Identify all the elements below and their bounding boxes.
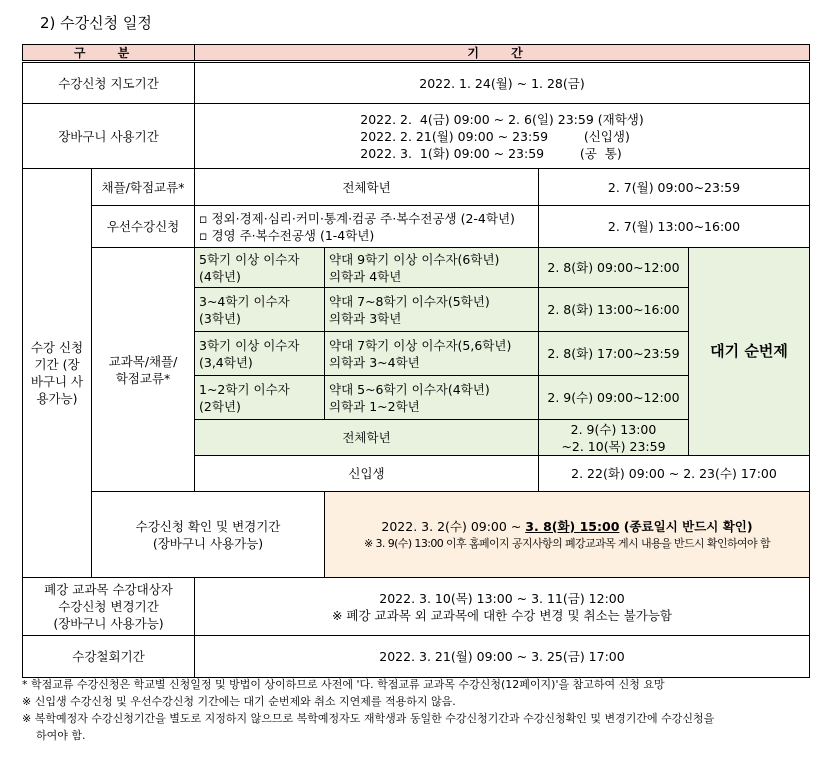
group3-a	[195, 332, 325, 376]
group2-a1: 3~4학기 이수자	[199, 293, 290, 309]
priority-target-line-1: ▫ 정외·경제·심리·커미·통계·컴공 주·복수전공생 (2-4학년)	[199, 210, 515, 226]
guidance-period: 2022. 1. 24(월) ~ 1. 28(금)	[195, 62, 810, 104]
selective-label: 채플/학점교류*	[92, 169, 195, 206]
cart-line-3: 2022. 3. 1(화) 09:00 ~ 23:59 (공 통)	[360, 145, 622, 161]
closed-label-2: 수강신청 변경기간	[58, 599, 159, 614]
priority-label: 우선수강신청	[92, 206, 195, 248]
group3-period: 2. 8(화) 17:00~23:59	[539, 332, 689, 376]
confirm-period-note: (종료일시 반드시 확인)	[619, 518, 753, 534]
group2-a2: (3학년)	[199, 310, 241, 326]
priority-target-line-2: ▫ 경영 주·복수전공생 (1-4학년)	[199, 227, 375, 243]
closed-course-period	[195, 578, 810, 636]
footnotes	[22, 676, 822, 744]
registration-label	[23, 169, 92, 578]
group4-period: 2. 9(수) 09:00~12:00	[539, 376, 689, 420]
schedule-table	[22, 44, 810, 678]
all-grades-period-2: ~2. 10(목) 23:59	[561, 438, 666, 454]
confirm-label-2: (장바구니 사용가능)	[152, 535, 264, 551]
group3-a2: (3,4학년)	[199, 354, 253, 370]
closed-period: 2022. 3. 10(목) 13:00 ~ 3. 11(금) 12:00	[379, 590, 625, 606]
footnote-1: * 학점교류 수강신청은 학교별 신청일정 및 방법이 상이하므로 사전에 '다. 학점교류 교과목 수강신청(12페이지)'을 참고하여 신청 요망	[22, 678, 665, 691]
group4-b2: 의학과 1~2학년	[329, 398, 420, 414]
footnote-3-cont: 하여야 함.	[36, 729, 86, 742]
registration-label-text: 수강 신청 기간 (장바구니 사용가능)	[30, 340, 84, 406]
group1-b	[325, 248, 539, 288]
confirm-label-1: 수강신청 확인 및 변경기간	[135, 518, 281, 534]
cart-label: 장바구니 사용기간	[23, 104, 195, 169]
group3-b1: 약대 7학기 이상 이수자(5,6학년)	[329, 337, 512, 353]
footnote-2: ※ 신입생 수강신청 및 우선수강신청 기간에는 대기 순번제와 취소 지연제를 적용하지 않음.	[22, 695, 456, 708]
group4-a2: (2학년)	[199, 398, 241, 414]
withdraw-label: 수강철회기간	[23, 636, 195, 678]
cart-line-1: 2022. 2. 4(금) 09:00 ~ 2. 6(일) 23:59 (재학생)	[360, 111, 644, 127]
group4-b1: 약대 5~6학기 이수자(4학년)	[329, 381, 490, 397]
confirm-period	[325, 492, 810, 578]
confirm-note: ※ 3. 9(수) 13:00 이후 홈페이지 공지사항의 폐강교과목 게시 내용을 반드시 확인하여야 함	[364, 536, 770, 550]
group3-a1: 3학기 이상 이수자	[199, 337, 300, 353]
confirm-label	[92, 492, 325, 578]
freshman-period: 2. 22(화) 09:00 ~ 2. 23(수) 17:00	[539, 456, 810, 492]
cart-line-2: 2022. 2. 21(월) 09:00 ~ 23:59 (신입생)	[360, 128, 630, 144]
group3-b	[325, 332, 539, 376]
all-grades-target: 전체학년	[195, 420, 539, 456]
priority-target	[195, 206, 539, 248]
group2-period: 2. 8(화) 13:00~16:00	[539, 288, 689, 332]
closed-label-3: (장바구니 사용가능)	[53, 616, 164, 631]
group2-b1: 약대 7~8학기 이수자(5학년)	[329, 293, 490, 309]
withdraw-period: 2022. 3. 21(월) 09:00 ~ 3. 25(금) 17:00	[195, 636, 810, 678]
priority-period: 2. 7(월) 13:00~16:00	[539, 206, 810, 248]
group1-b1: 약대 9학기 이상 이수자(6학년)	[329, 251, 500, 267]
group4-a1: 1~2학기 이수자	[199, 381, 290, 397]
group4-a	[195, 376, 325, 420]
confirm-period-end: 3. 8(화) 15:00	[525, 518, 620, 534]
closed-label-1: 폐강 교과목 수강대상자	[44, 582, 173, 597]
group1-a	[195, 248, 325, 288]
section-heading: 2) 수강신청 일정	[40, 14, 152, 32]
all-grades-period-1: 2. 9(수) 13:00	[570, 421, 657, 437]
confirm-period-prefix: 2022. 3. 2(수) 09:00 ~	[381, 518, 526, 534]
group1-period: 2. 8(화) 09:00~12:00	[539, 248, 689, 288]
group1-a2: (4학년)	[199, 268, 241, 284]
closed-note: ※ 폐강 교과목 외 교과목에 대한 수강 변경 및 취소는 불가능함	[331, 607, 672, 623]
guidance-label: 수강신청 지도기간	[23, 62, 195, 104]
group2-b	[325, 288, 539, 332]
header-category: 구 분	[23, 45, 195, 62]
group1-a1: 5학기 이상 이수자	[199, 251, 300, 267]
cart-period	[195, 104, 810, 169]
general-label	[92, 248, 195, 492]
general-label-text: 교과목/채플/학점교류*	[108, 353, 178, 386]
group4-b	[325, 376, 539, 420]
closed-course-label	[23, 578, 195, 636]
group3-b2: 의학과 3~4학년	[329, 354, 420, 370]
selective-target: 전체학년	[195, 169, 539, 206]
group2-a	[195, 288, 325, 332]
footnote-3: ※ 복학예정자 수강신청기간을 별도로 지정하지 않으므로 복학예정자도 재학생과 동일한 수강신청기간과 수강신청확인 및 변경기간에 수강신청을	[22, 712, 715, 725]
all-grades-period	[539, 420, 689, 456]
waitlist-badge: 대기 순번제	[689, 248, 810, 456]
selective-period: 2. 7(월) 09:00~23:59	[539, 169, 810, 206]
header-period: 기 간	[195, 45, 810, 62]
group1-b2: 의학과 4학년	[329, 268, 402, 284]
freshman-target: 신입생	[195, 456, 539, 492]
group2-b2: 의학과 3학년	[329, 310, 402, 326]
